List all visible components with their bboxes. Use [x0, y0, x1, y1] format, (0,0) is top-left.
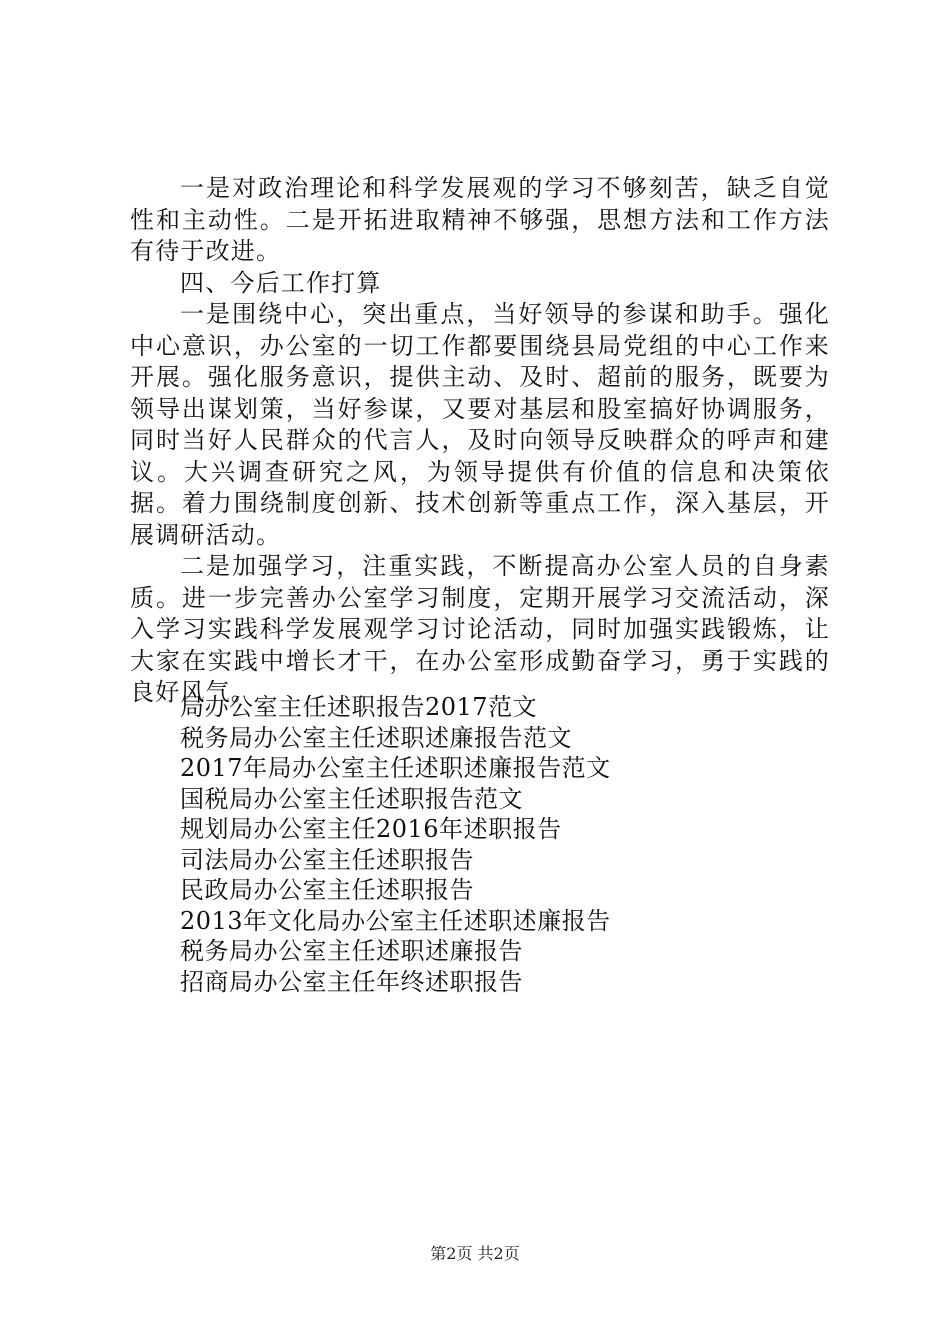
paragraph-plan-two: 二是加强学习，注重实践，不断提高办公室人员的自身素质。进一步完善办公室学习制度，定期开展学习交流活动，深入学习实践科学发展观学习讨论活动，同时加强实践锻炼，让大家在实践中增长才干，在办公室形成勤奋学习，勇于实践的良好风气。: [130, 552, 830, 706]
related-article-link[interactable]: 税务局办公室主任述职述廉报告: [180, 937, 523, 965]
related-article-link[interactable]: 国税局办公室主任述职报告范文: [180, 784, 523, 813]
related-article-link[interactable]: 2013年文化局办公室主任述职述廉报告: [180, 906, 611, 935]
related-article-link[interactable]: 司法局办公室主任述职报告: [180, 845, 474, 874]
section-heading-future-plans: 四、今后工作打算: [180, 268, 382, 297]
related-article-link[interactable]: 规划局办公室主任2016年述职报告: [180, 815, 562, 843]
related-article-link[interactable]: 2017年局办公室主任述职述廉报告范文: [180, 754, 611, 782]
related-article-link[interactable]: 招商局办公室主任年终述职报告: [180, 967, 523, 996]
paragraph-plan-one: 一是围绕中心，突出重点，当好领导的参谋和助手。强化中心意识，办公室的一切工作都要围绕县局党组的中心工作来开展。强化服务意识，提供主动、及时、超前的服务，既要为领导出谋划策，当好参谋，又要对基层和股室搞好协调服务，同时当好人民群众的代言人，及时向领导反映群众的呼声和建议。大兴调查研究之风，为领导提供有价值的信息和决策依据。着力围绕制度创新、技术创新等重点工作，深入基层，开展调研活动。: [130, 300, 830, 549]
document-body: [130, 173, 830, 709]
related-article-link[interactable]: 税务局办公室主任述职述廉报告范文: [180, 723, 572, 752]
page-number-footer: 第2页 共2页: [430, 1244, 520, 1263]
paragraph-shortcomings: 一是对政治理论和科学发展观的学习不够刻苦，缺乏自觉性和主动性。二是开拓进取精神不够强，思想方法和工作方法有待于改进。: [130, 174, 830, 265]
related-article-link[interactable]: 民政局办公室主任述职报告: [180, 876, 474, 904]
related-article-link[interactable]: 局办公室主任述职报告2017范文: [180, 693, 538, 721]
related-articles-list: [180, 692, 800, 997]
